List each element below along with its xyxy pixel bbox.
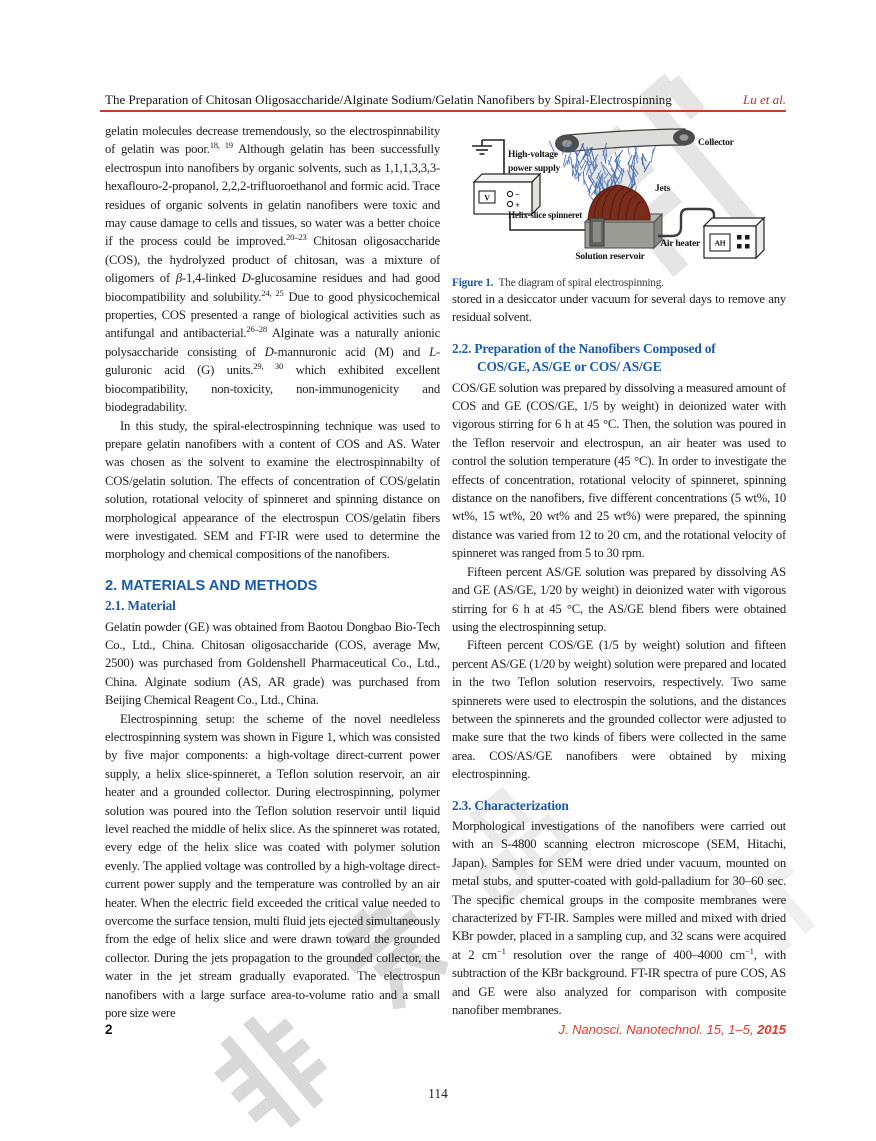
left-column <box>105 122 440 1020</box>
figure-1-caption <box>452 276 786 290</box>
voltmeter-display: V <box>484 193 490 203</box>
journal-reference <box>558 1022 786 1037</box>
figure-1-caption-label: Figure 1. <box>452 277 494 289</box>
plus-terminal-label: + <box>515 200 520 210</box>
running-header <box>105 92 786 108</box>
reservoir-label: Solution reservoir <box>575 252 645 262</box>
subsection-heading-material: 2.1. Material <box>105 598 176 614</box>
jets-label: Jets <box>655 184 671 194</box>
paragraph-study-aims: In this study, the spiral-electrospinning technique was used to prepare gelatin nanofibers with a content of COS and AS. Water was chosen as the solvent to examine the electrospinnabilty of COS/gelatin solution. The effects of concentration of COS/gelatin solution, rotational velocity of spinneret and spinning distance on morphological appearance of the electrospun COS/gelatin fibers were investigated. SEM and FT-IR were used to determine the morphology and chemical compositions of the nanofibers. <box>105 418 440 562</box>
spinneret-label: Helix-slice spinneret <box>508 210 582 220</box>
high-voltage-label-line1: High-voltage <box>508 150 558 160</box>
paragraph-material-sources: Gelatin powder (GE) was obtained from Baotou Dongbao Bio-Tech Co., Ltd., China. Chitosan oligosaccharide (COS, average Mw, 2500) was purchased from Goldenshell Pharmaceutical Co., Ltd., China. Alginate sodium (AS, AR grade) was purchased from Beijing Chemical Reagent Co., Ltd., China. <box>105 619 440 708</box>
subsection-heading-characterization: 2.3. Characterization <box>452 797 569 813</box>
running-title: The Preparation of Chitosan Oligosaccharide/Alginate Sodium/Gelatin Nanofibers by Spiral-Electrospinning <box>105 92 672 107</box>
collector-label: Collector <box>698 138 734 148</box>
subsection-heading-preparation-line2: COS/GE, AS/GE or COS/ AS/GE <box>477 359 662 375</box>
running-authors: Lu et al. <box>743 92 786 107</box>
paragraph-characterization: Morphological investigations of the nanofibers were carried out with an S-4800 scanning electron microscope (SEM, Hitachi, Japan). Samples for SEM were dried under vacuum, mounted on metal stubs, and sputter-coated with gold-palladium for 30–60 sec. The specific chemical groups in the composite membranes were characterized by FT-IR. Samples were milled and mixed with dried KBr powder, placed in a sampling cup, and 32 scans were acquired at 2 $cm^{-1}$ resolution over the range of 400–4000 $cm^{-1}$, with subtraction of the KBr background. FT-IR spectra of pure COS, AS and GE were also analyzed for comparison with composite nanofiber membranes. <box>452 818 786 1018</box>
subsection-heading-preparation-line1: 2.2. Preparation of the Nanofibers Composed of <box>452 340 716 356</box>
header-rule <box>100 110 786 112</box>
power-supply-box <box>474 174 540 214</box>
paragraph-stored-desiccator: stored in a desiccator under vacuum for several days to remove any residual solvent. <box>452 292 786 325</box>
paragraph-electrospinning-setup: Electrospinning setup: the scheme of the novel needleless electrospinning system was shown in Figure 1, which was consisted by five major components: a high-voltage direct-current power supply, a helix slice-spinneret, a Teflon solution reservoir, an air heater and a grounded collector. During electrospinning, polymer solution was poured into the Teflon solution reservoir until liquid level reached the middle of helix slice. As the spinneret was rotated, every edge of the helix slice was coated with polymer solution evenly. The applied voltage was controlled by a high-voltage direct-current power supply and the temperature was controlled by an air heater. When the electric field exceeded the critical value needed to overcome the surface tension, multi fluid jets ejected simultaneously from the edge of helix slice and were drawn toward the grounded collector. During the jets propagation to the grounded collector, the water in the jet stream gradually evaporated. The electrospun nanofibers with a large surface area-to-volume ratio and a small pore size were <box>105 711 440 1020</box>
air-heater-label: Air heater <box>660 239 700 249</box>
figure-1-caption-body: The diagram of spiral electrospinning. <box>498 277 664 289</box>
right-column <box>452 122 786 1020</box>
collector-assembly <box>555 129 695 153</box>
journal-reference-year: 2015 <box>757 1022 786 1037</box>
minus-terminal-label: − <box>515 189 520 200</box>
figure-1-spiral-electrospinning-diagram <box>452 124 786 266</box>
high-voltage-label-line2: power supply <box>508 164 561 174</box>
journal-reference-text: J. Nanosci. Nanotechnol. 15, 1–5, <box>558 1022 758 1037</box>
page-number: 2 <box>105 1022 113 1037</box>
page-footer <box>105 1022 786 1037</box>
scan-page-number: 114 <box>428 1086 448 1101</box>
paragraph-introduction-continued: gelatin molecules decrease tremendously, so the electrospinnability of gelatin was poor.$^{18, 19}$ Although gelatin has been successfully electrospun into nanofibers by organic solvents, such as 1,1,1,3,3,3-hexaflouro-2-propanol, 2,2,2-trifluoroethanol and formic acid. Trace residues of organic solvents in gelatin nanofibers were toxic and may cause damage to cells and tissues, so water was a better choice if the process could be improved.$^{20-23}$ Chitosan oligosaccharide (COS), the hydrolyzed product of chitosan, was a mixture of oligomers of β-1,4-linked D-glucosamine residues and had good biocompatibility and solubility.$^{24, 25}$ Due to good physicochemical properties, COS presented a range of biological activities such as antifungal and antibacterial.$^{26-28}$ Alginate was a naturally anionic polysaccharide consisting of D-mannuronic acid (M) and L-guluronic acid (G) units.$^{29, 30}$ which exhibited excellent biocompatibility, non-toxicity, non-immunogenicity and biodegradability. <box>105 124 440 415</box>
section-heading-materials-methods: 2. MATERIALS AND METHODS <box>105 577 318 594</box>
paragraph-asge-preparation: Fifteen percent AS/GE solution was prepared by dissolving AS and GE (AS/GE, 1/20 by weight) in deionized water with vigorous stirring for 6 h at 45 °C, the AS/GE blend fibers were obtained using the electrospinning setup. <box>452 564 786 634</box>
ground-symbol <box>472 140 492 154</box>
air-heater-box <box>704 218 764 258</box>
air-heater-display: AH <box>714 238 726 248</box>
subsection-heading-preparation <box>452 340 786 377</box>
paragraph-cosge-preparation: COS/GE solution was prepared by dissolving a measured amount of COS and GE (COS/GE, 1/5 by weight) in deionized water with vigorous stirring for 6 h at 45 °C. Then, the solution was poured in the Teflon reservoir and electrospun, an air heater was used to control the solution temperature (45 °C). In order to investigate the effects of concentration, rotational velocity of spinneret, spinning distance on the nanofibers, five different concentrations (5 wt%, 10 wt%, 15 wt%, 20 wt% and 25 wt%) were prepared, the spinning distance was varied from 12 to 20 cm, and the rotational velocity of spinneret was ranged from 5 to 30 rpm. <box>452 380 786 561</box>
paragraph-mixing-electrospinning: Fifteen percent COS/GE (1/5 by weight) solution and fifteen percent AS/GE (1/20 by weight) solution were prepared and located in the two Teflon solution reservoirs, respectively. Two same spinnerets were used to electrospin the solutions, and the distances between the spinnerets and the grounded collector were adjusted to make sure that the two kinds of fibers were collected in the same area. COS/AS/GE nanofibers were obtained by mixing electrospinning. <box>452 638 786 782</box>
